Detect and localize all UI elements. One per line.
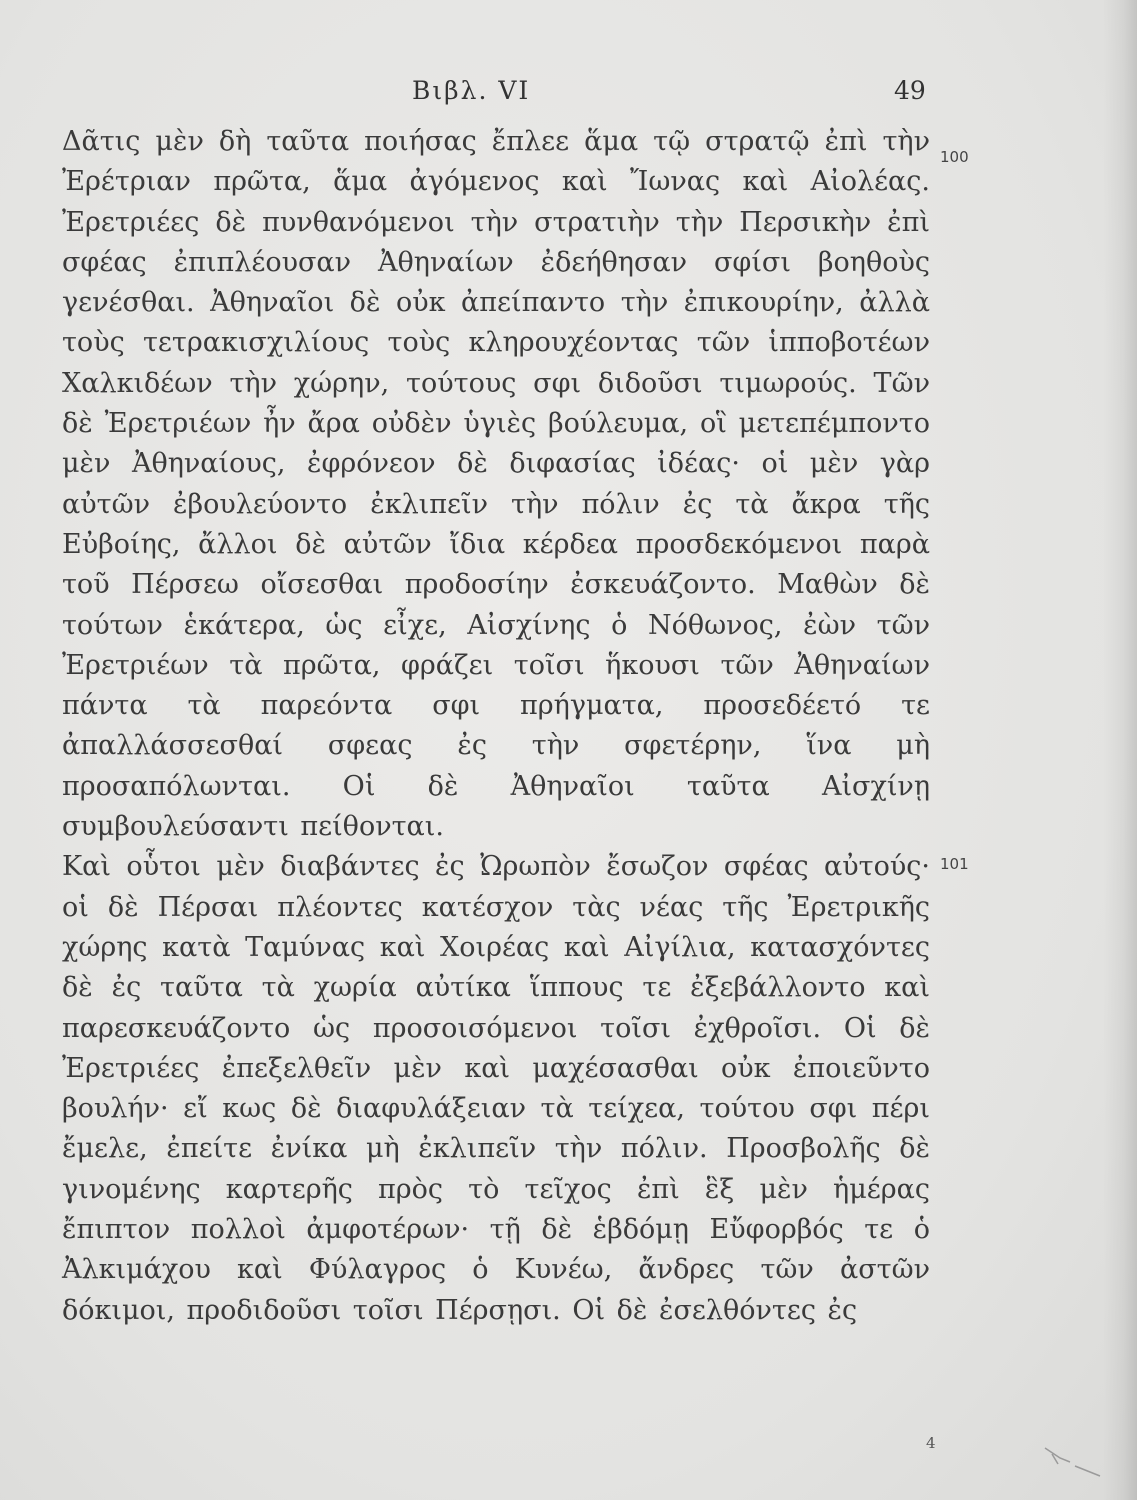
page-spine-shadow	[1103, 0, 1137, 1500]
running-title: Βιβλ. VI	[412, 76, 531, 105]
signature-mark: 4	[926, 1434, 936, 1452]
ink-smudge	[1040, 1440, 1110, 1480]
paragraph-chapter-101: Καὶ οὗτοι μὲν διαβάντες ἐς Ὠρωπὸν ἔσωζον σφέας αὐτούς· οἱ δὲ Πέρσαι πλέοντες κατέσχον τὰς νέας τῆς Ἐρετρικῆς χώρης κατὰ Ταμύνας καὶ Χοιρέας καὶ Αἰγίλια, κατασχόντες δὲ ἐς ταῦτα τὰ χωρία αὐτίκα ἵππους τε ἐξεβάλλοντο καὶ παρεσκευάζοντο ὡς προσοισόμενοι τοῖσι ἐχθροῖσι. Οἱ δὲ Ἐρετριέες ἐπεξελθεῖν μὲν καὶ μαχέσασθαι οὐκ ἐποιεῦντο βουλήν· εἴ κως δὲ διαφυλάξειαν τὰ τείχεα, τούτου σφι πέρι ἔμελε, ἐπείτε ἐνίκα μὴ ἐκλιπεῖν τὴν πόλιν. Προσβολῆς δὲ γινομένης καρτερῆς πρὸς τὸ τεῖχος ἐπὶ ἓξ μὲν ἡμέρας ἔπιπτον πολλοὶ ἀμφοτέρων· τῇ δὲ ἑβδόμῃ Εὔφορβός τε ὁ Ἀλκιμάχου καὶ Φύλαγρος ὁ Κυνέω, ἄνδρες τῶν ἀστῶν δόκιμοι, προδιδοῦσι τοῖσι Πέρσῃσι. Οἱ δὲ ἐσελθόντες ἐς	[62, 851, 930, 1326]
paragraph-chapter-100: Δᾶτις μὲν δὴ ταῦτα ποιήσας ἔπλεε ἅμα τῷ στρατῷ ἐπὶ τὴν Ἐρέτριαν πρῶτα, ἅμα ἀγόμενος καὶ Ἴωνας καὶ Αἰολέας. Ἐρετριέες δὲ πυνθανόμενοι τὴν στρατιὴν τὴν Περσικὴν ἐπὶ σφέας ἐπιπλέουσαν Ἀθηναίων ἐδεήθησαν σφίσι βοηθοὺς γενέσθαι. Ἀθηναῖοι δὲ οὐκ ἀπείπαντο τὴν ἐπικουρίην, ἀλλὰ τοὺς τετρακισχιλίους τοὺς κληρουχέοντας τῶν ἱπποβοτέων Χαλκιδέων τὴν χώρην, τούτους σφι διδοῦσι τιμωρούς. Τῶν δὲ Ἐρετριέων ἦν ἄρα οὐδὲν ὑγιὲς βούλευμα, οἳ μετεπέμποντο μὲν Ἀθηναίους, ἐφρόνεον δὲ διφασίας ἰδέας· οἱ μὲν γὰρ αὐτῶν ἐβουλεύοντο ἐκλιπεῖν τὴν πόλιν ἐς τὰ ἄκρα τῆς Εὐβοίης, ἄλλοι δὲ αὐτῶν ἴδια κέρδεα προσδεκόμενοι παρὰ τοῦ Πέρσεω οἴσεσθαι προδοσίην ἐσκευάζοντο. Μαθὼν δὲ τούτων ἑκάτερα, ὡς εἶχε, Αἰσχίνης ὁ Νόθωνος, ἐὼν τῶν Ἐρετριέων τὰ πρῶτα, φράζει τοῖσι ἥκουσι τῶν Ἀθηναίων πάντα τὰ παρεόντα σφι πρήγματα, προσεδέετό τε ἀπαλλάσσεσθαί σφεας ἐς τὴν σφετέρην, ἵνα μὴ προσαπόλωνται. Οἱ δὲ Ἀθηναῖοι ταῦτα Αἰσχίνῃ συμβουλεύσαντι πείθονται.	[62, 126, 930, 843]
chapter-number-101: 101	[940, 855, 969, 873]
chapter-number-100: 100	[940, 148, 969, 166]
running-head	[0, 76, 1137, 116]
page-number: 49	[894, 76, 926, 105]
body-text	[62, 122, 930, 1331]
